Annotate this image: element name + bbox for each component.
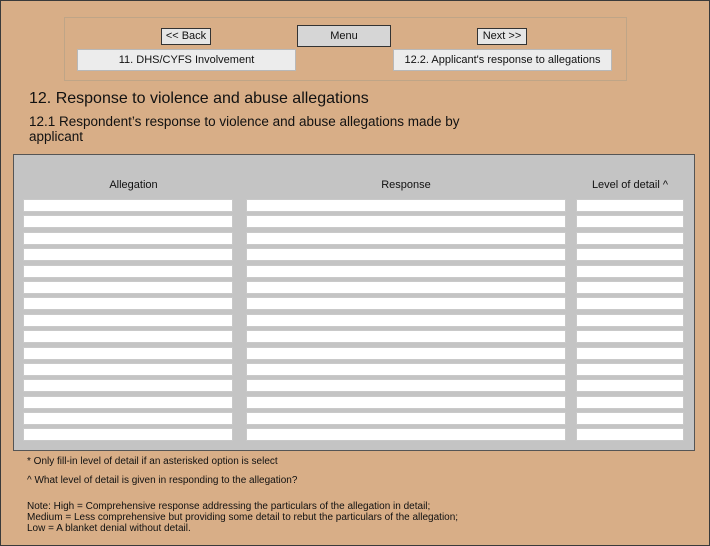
level-of-detail-input[interactable] — [576, 347, 684, 360]
response-input[interactable] — [246, 215, 566, 228]
note-line-low: Low = A blanket denial without detail. — [27, 523, 191, 534]
next-section-link[interactable]: 12.2. Applicant's response to allegations — [393, 49, 612, 71]
response-input[interactable] — [246, 248, 566, 261]
level-of-detail-input[interactable] — [576, 265, 684, 278]
previous-section-link[interactable]: 11. DHS/CYFS Involvement — [77, 49, 296, 71]
back-button[interactable]: << Back — [161, 28, 211, 45]
allegation-input[interactable] — [23, 314, 233, 327]
level-of-detail-input[interactable] — [576, 297, 684, 310]
note-line-high: Note: High = Comprehensive response addressing the particulars of the allegation in detail; — [27, 501, 431, 512]
response-input[interactable] — [246, 265, 566, 278]
response-input[interactable] — [246, 330, 566, 343]
level-of-detail-input[interactable] — [576, 199, 684, 212]
response-input[interactable] — [246, 412, 566, 425]
allegation-input[interactable] — [23, 330, 233, 343]
response-column-header: Response — [246, 170, 566, 206]
allegation-column-header: Allegation — [23, 170, 244, 206]
allegation-input[interactable] — [23, 215, 233, 228]
response-input[interactable] — [246, 396, 566, 409]
level-column — [576, 199, 684, 445]
caret-footnote: ^ What level of detail is given in responding to the allegation? — [27, 475, 298, 486]
level-of-detail-input[interactable] — [576, 363, 684, 376]
allegation-input[interactable] — [23, 232, 233, 245]
level-of-detail-input[interactable] — [576, 215, 684, 228]
response-input[interactable] — [246, 314, 566, 327]
level-of-detail-input[interactable] — [576, 281, 684, 294]
allegation-input[interactable] — [23, 396, 233, 409]
allegations-table-panel — [13, 154, 695, 451]
level-column-header: Level of detail ^ — [576, 170, 684, 206]
response-input[interactable] — [246, 379, 566, 392]
note-line-medium: Medium = Less comprehensive but providing some detail to rebut the particulars of the allegation; — [27, 512, 459, 523]
allegation-column — [23, 199, 233, 445]
allegation-input[interactable] — [23, 265, 233, 278]
allegation-input[interactable] — [23, 363, 233, 376]
page-title: 12. Response to violence and abuse allegations — [29, 90, 369, 107]
allegation-input[interactable] — [23, 412, 233, 425]
section-subtitle: 12.1 Respondent’s response to violence and abuse allegations made by applicant — [29, 114, 460, 144]
response-input[interactable] — [246, 281, 566, 294]
allegation-input[interactable] — [23, 199, 233, 212]
menu-button[interactable]: Menu — [297, 25, 391, 47]
allegation-input[interactable] — [23, 297, 233, 310]
level-of-detail-input[interactable] — [576, 412, 684, 425]
level-of-detail-input[interactable] — [576, 379, 684, 392]
asterisk-footnote: * Only fill-in level of detail if an asterisked option is select — [27, 456, 278, 467]
allegation-input[interactable] — [23, 281, 233, 294]
level-of-detail-input[interactable] — [576, 396, 684, 409]
allegation-input[interactable] — [23, 248, 233, 261]
response-input[interactable] — [246, 428, 566, 441]
level-of-detail-input[interactable] — [576, 314, 684, 327]
level-of-detail-input[interactable] — [576, 232, 684, 245]
footnotes — [27, 456, 297, 494]
allegation-input[interactable] — [23, 347, 233, 360]
response-input[interactable] — [246, 347, 566, 360]
response-input[interactable] — [246, 363, 566, 376]
response-input[interactable] — [246, 297, 566, 310]
response-input[interactable] — [246, 199, 566, 212]
allegation-input[interactable] — [23, 428, 233, 441]
level-of-detail-input[interactable] — [576, 330, 684, 343]
level-of-detail-input[interactable] — [576, 248, 684, 261]
response-input[interactable] — [246, 232, 566, 245]
next-button[interactable]: Next >> — [477, 28, 527, 45]
level-of-detail-input[interactable] — [576, 428, 684, 441]
allegation-input[interactable] — [23, 379, 233, 392]
level-definitions-note — [27, 501, 458, 534]
response-column — [246, 199, 566, 445]
